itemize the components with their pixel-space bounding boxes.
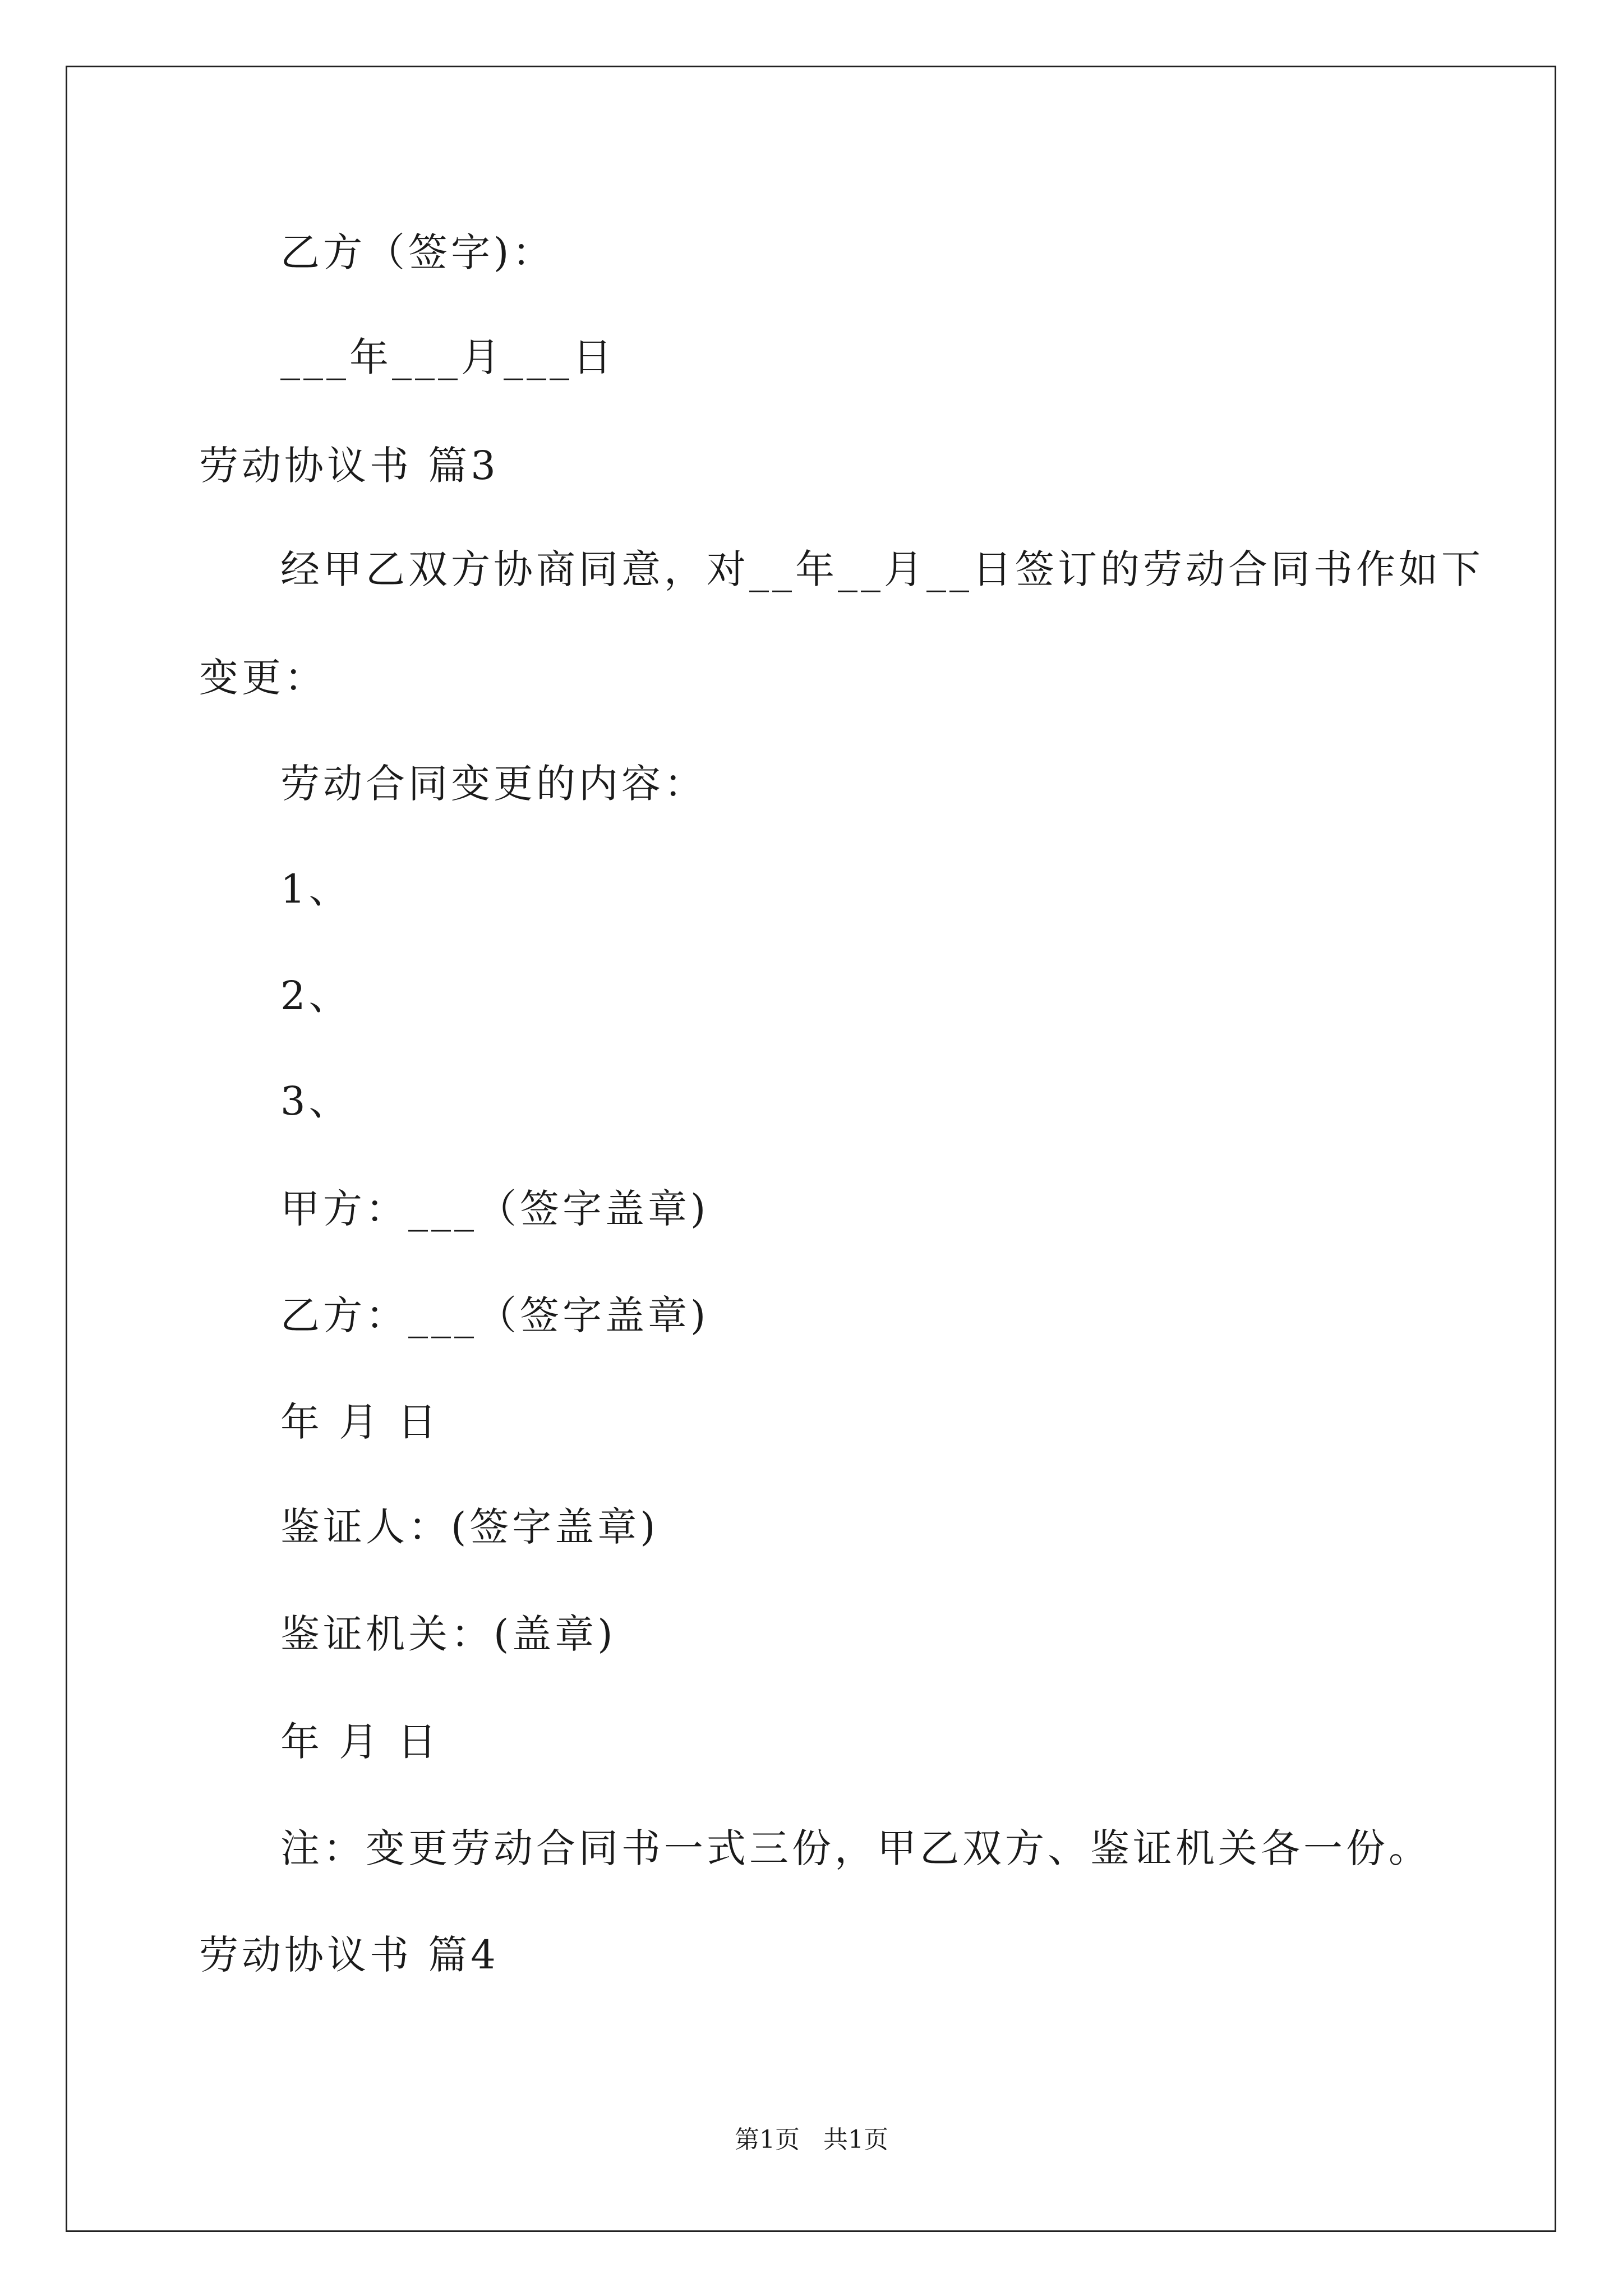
list-item-1: 1、 xyxy=(280,866,352,912)
date-line: ___年___月___日 xyxy=(280,334,615,380)
paragraph-intro-cont: 变更： xyxy=(199,655,327,701)
authority-line: 鉴证机关：(盖章) xyxy=(280,1611,616,1657)
party-b-seal-line: 乙方：___（签字盖章) xyxy=(280,1292,709,1338)
party-b-signature-line: 乙方（签字)： xyxy=(280,229,555,275)
note-paragraph: 注：变更劳动合同书一式三份，甲乙双方、鉴证机关各一份。 xyxy=(280,1825,1431,1871)
paragraph-intro: 经甲乙双方协商同意，对__年__月__日签订的劳动合同书作如下 xyxy=(280,546,1484,592)
page-footer: 第1页 共1页 xyxy=(735,2125,888,2154)
witness-line: 鉴证人：(签字盖章) xyxy=(280,1504,659,1550)
page-border xyxy=(66,66,1556,2232)
party-a-seal-line: 甲方：___（签字盖章) xyxy=(280,1186,709,1232)
date-blank-2: 年 月 日 xyxy=(280,1719,440,1765)
changes-heading: 劳动合同变更的内容： xyxy=(280,761,707,807)
date-blank-1: 年 月 日 xyxy=(280,1399,440,1445)
section-heading-3: 劳动协议书 篇3 xyxy=(199,443,499,489)
list-item-3: 3、 xyxy=(280,1078,352,1124)
section-heading-4: 劳动协议书 篇4 xyxy=(199,1932,499,1978)
list-item-2: 2、 xyxy=(280,973,352,1019)
